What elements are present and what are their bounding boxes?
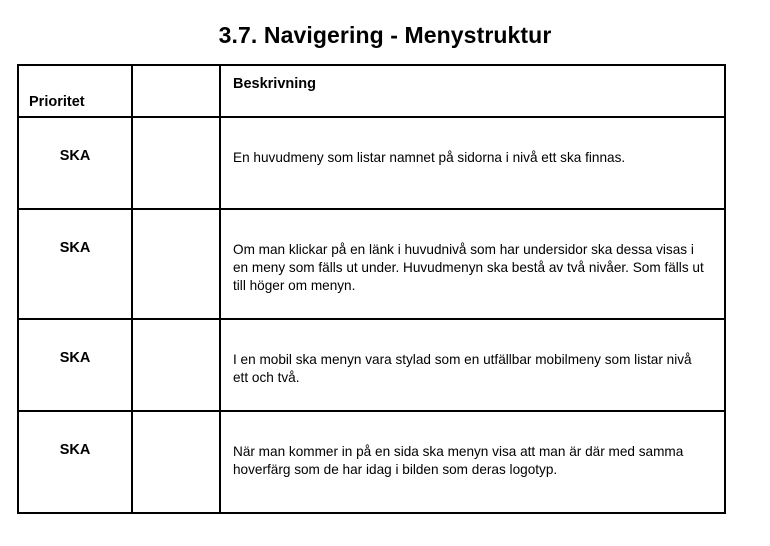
cell-middle: [132, 117, 220, 209]
description-text: En huvudmeny som listar namnet på sidorna i nivå ett ska finnas.: [233, 150, 626, 165]
middle-value: [133, 210, 219, 230]
header-cell-priority: [18, 65, 132, 117]
priority-value: SKA: [59, 350, 91, 366]
cell-description: [220, 319, 725, 411]
cell-middle: [132, 319, 220, 411]
header-label-description: Beskrivning: [233, 76, 316, 92]
header-cell-middle: [132, 65, 220, 117]
cell-priority: [18, 117, 132, 209]
cell-priority: [18, 319, 132, 411]
table-row: [18, 209, 725, 319]
header-label-priority: Prioritet: [29, 94, 85, 110]
priority-value: SKA: [59, 442, 91, 458]
description-text: Om man klickar på en länk i huvudnivå som har undersidor ska dessa visas i en meny som fälls ut under. Huvudmenyn ska bestå av två nivåer. Som fälls ut till höger om menyn.: [233, 242, 704, 294]
description-text: I en mobil ska menyn vara stylad som en utfällbar mobilmeny som listar nivå ett och två.: [233, 352, 692, 386]
cell-description: [220, 411, 725, 513]
cell-description: [220, 209, 725, 319]
cell-description: [220, 117, 725, 209]
table-row: [18, 117, 725, 209]
header-label-middle: [133, 66, 219, 86]
cell-priority: [18, 411, 132, 513]
priority-value: SKA: [59, 240, 91, 256]
priority-value: SKA: [59, 148, 91, 164]
header-cell-description: [220, 65, 725, 117]
cell-priority: [18, 209, 132, 319]
middle-value: [133, 320, 219, 340]
middle-value: [133, 118, 219, 138]
middle-value: [133, 412, 219, 432]
page-title: 3.7. Navigering - Menystruktur: [218, 22, 552, 48]
description-text: När man kommer in på en sida ska menyn visa att man är där med samma hoverfärg som de har idag i bilden som deras logotyp.: [233, 444, 684, 478]
table-row: [18, 411, 725, 513]
table-row: [18, 319, 725, 411]
cell-middle: [132, 411, 220, 513]
table-header-row: [18, 65, 725, 117]
requirements-table: [17, 64, 726, 514]
cell-middle: [132, 209, 220, 319]
